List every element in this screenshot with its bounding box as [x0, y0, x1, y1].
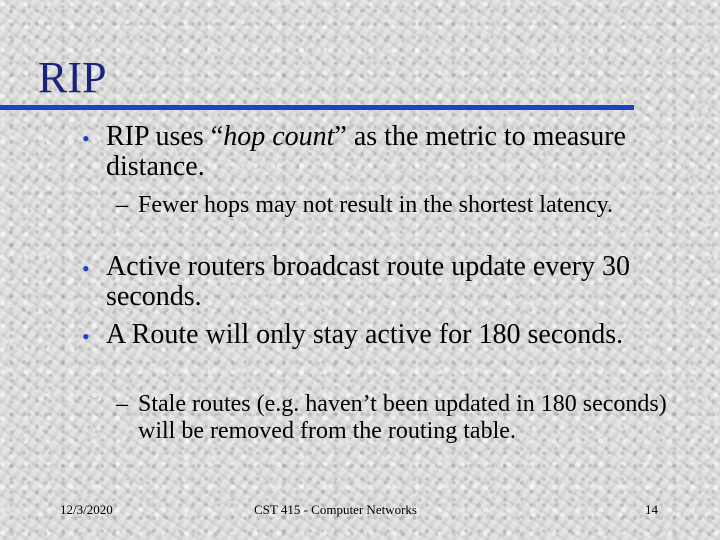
bullet-text-part: RIP uses “ — [106, 121, 224, 152]
title-underline — [0, 105, 634, 110]
footer-page-number: 14 — [645, 502, 658, 517]
sub-bullet-text: Fewer hops may not result in the shortest latency. — [138, 192, 614, 218]
footer-date: 12/3/2020 — [60, 502, 113, 517]
footer-course: CST 415 - Computer Networks — [254, 502, 417, 517]
bullet-icon: • — [82, 324, 90, 349]
bullet-text-part: ” as the metric to measure distance. — [106, 121, 626, 182]
dash-icon: – — [116, 192, 128, 218]
sub-bullet-text: Stale routes (e.g. haven’t been updated in 180 seconds) will be removed from the routing table. — [138, 391, 667, 444]
bullet-emphasis: hop count — [223, 121, 335, 152]
slide-title: RIP — [38, 53, 107, 102]
bullet-icon: • — [82, 126, 90, 151]
dash-icon: – — [116, 391, 128, 417]
bullet-text: A Route will only stay active for 180 seconds. — [106, 319, 624, 350]
bullet-icon: • — [82, 256, 90, 281]
bullet-text: Active routers broadcast route update every 30 seconds. — [106, 251, 631, 312]
bullet-text — [106, 122, 682, 182]
